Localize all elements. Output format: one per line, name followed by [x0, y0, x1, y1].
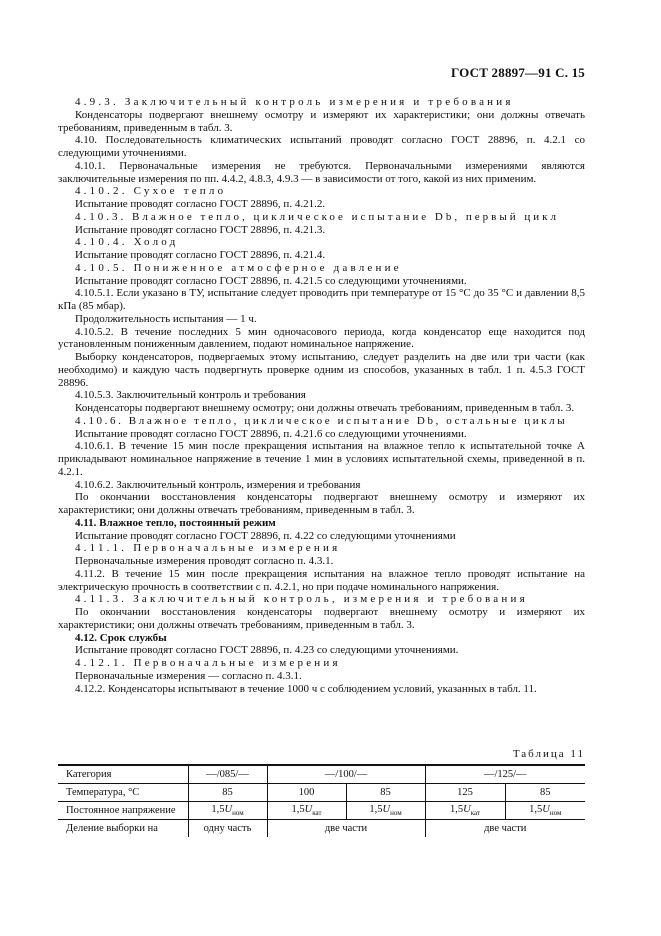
table-row	[58, 820, 585, 838]
paragraph: Первоначальные измерения — согласно п. 4.3.1.	[75, 669, 302, 682]
paragraph: 4.10.1. Первоначальные измерения не требуются. Первоначальными измерениями являются заключительные измерения по пп. 4.4.2, 4.8.3, 4.9.3 — в зависимости от того, какой из них применим.	[58, 159, 585, 185]
voltage-subscript: ном	[390, 809, 402, 818]
voltage-subscript: кат	[312, 809, 322, 818]
table-cell: 125	[425, 784, 505, 802]
table-row	[58, 784, 585, 802]
voltage-symbol: U	[224, 803, 233, 815]
paragraph: Испытание проводят согласно ГОСТ 28896, п. 4.23 со следующими уточнениями.	[75, 644, 459, 657]
paragraph: 4.10. Последовательность климатических испытаний проводят согласно ГОСТ 28896, п. 4.2.1 со следующими уточнениями.	[58, 134, 585, 159]
table-cell	[188, 802, 267, 820]
row-label: Постоянное напряжение	[58, 802, 188, 820]
table-cell: две части	[425, 820, 585, 838]
table-cell: —/100/—	[267, 765, 425, 784]
table-cell: одну часть	[188, 820, 267, 838]
row-label: Категория	[58, 765, 188, 784]
heading-4-10-4: 4.10.4. Холод	[75, 236, 179, 249]
table-cell: 85	[505, 784, 585, 802]
heading-4-12-1: 4.12.1. Первоначальные измерения	[75, 657, 341, 669]
table-cell	[346, 802, 425, 820]
row-label: Температура, °С	[58, 784, 188, 802]
body-text	[58, 96, 585, 695]
table-row	[58, 802, 585, 820]
voltage-symbol: U	[382, 803, 391, 815]
paragraph: Выборку конденсаторов, подвергаемых этому испытанию, следует разделить на две или три части (как необходимо) и каждую часть подвергнуть проверке одним из способов, указанных в табл. 1 п. 4.5.3 ГОСТ 28896.	[58, 351, 585, 389]
paragraph: Конденсаторы подвергают внешнему осмотру; они должны отвечать требованиям, приведенным в табл. 3.	[75, 402, 575, 414]
heading-4-10-6: 4.10.6. Влажное тепло, циклическое испытание Db, остальные циклы	[75, 414, 568, 427]
voltage-coef: 1,5	[529, 803, 543, 815]
paragraph: 4.10.5.1. Если указано в ТУ, испытание следует проводить при температуре от 15 °С до 35 °С и давлении 8,5 кПа (85 мбар).	[58, 287, 585, 312]
paragraph: Испытание проводят согласно ГОСТ 28896, п. 4.21.5 со следующими уточнениями.	[75, 274, 467, 287]
paragraph: По окончании восстановления конденсаторы подвергают внешнему осмотру и измеряют их характеристики; они должны отвечать требованиям, приведенным в табл. 3.	[58, 606, 585, 631]
paragraph: Испытание проводят согласно ГОСТ 28896, п. 4.21.3.	[75, 223, 326, 236]
voltage-subscript: ном	[549, 809, 562, 818]
paragraph: 4.10.6.1. В течение 15 мин после прекращения испытания на влажное тепло к испытательной точке А прикладывают номинальное напряжение в течение 1 мин в условиях испытательной схемы, приведенной в п. 4.2.1.	[58, 440, 585, 478]
heading-4-10-5: 4.10.5. Пониженное атмосферное давление	[75, 261, 402, 274]
table-cell: две части	[267, 820, 425, 838]
paragraph: 4.12.2. Конденсаторы испытывают в течение 1000 ч с соблюдением условий, указанных в табл. 11.	[75, 682, 537, 695]
paragraph: Конденсаторы подвергают внешнему осмотру и измеряют их характеристики; они должны отвечать требованиям, приведенным в табл. 3.	[58, 108, 585, 134]
paragraph: По окончании восстановления конденсаторы подвергают внешнему осмотру и измеряют их характеристики; они должны отвечать требованиям, приведенным в табл. 3.	[58, 491, 585, 516]
paragraph: 4.10.5.3. Заключительный контроль и требования	[75, 389, 306, 402]
heading-4-11-1: 4.11.1. Первоначальные измерения	[75, 542, 341, 555]
table-cell: 85	[188, 784, 267, 802]
heading-4-11-3: 4.11.3. Заключительный контроль, измерения и требования	[75, 593, 528, 606]
voltage-coef: 1,5	[291, 803, 305, 815]
table-cell	[267, 802, 346, 820]
heading-4-12: 4.12. Срок службы	[75, 631, 167, 644]
table-row	[58, 765, 585, 784]
voltage-symbol: U	[463, 803, 471, 815]
table-cell: —/125/—	[425, 765, 585, 784]
heading-4-10-2: 4.10.2. Сухое тепло	[75, 185, 227, 198]
row-label: Деление выборки на	[58, 820, 188, 838]
heading-4-11: 4.11. Влажное тепло, постоянный режим	[75, 516, 276, 529]
table-cell: 100	[267, 784, 346, 802]
table-cell: —/085/—	[188, 765, 267, 784]
voltage-symbol: U	[304, 803, 313, 815]
table-cell: 85	[346, 784, 425, 802]
page-header: ГОСТ 28897—91 С. 15	[451, 65, 585, 80]
paragraph: Испытание проводят согласно ГОСТ 28896, п. 4.22 со следующими уточнениями	[75, 529, 456, 542]
paragraph: Испытание проводят согласно ГОСТ 28896, п. 4.21.2.	[75, 198, 326, 210]
paragraph: Продолжительность испытания — 1 ч.	[75, 312, 257, 325]
paragraph: Испытание проводят согласно ГОСТ 28896, п. 4.21.6 со следующими уточнениями.	[75, 427, 467, 440]
voltage-coef: 1,5	[450, 803, 464, 815]
voltage-subscript: кат	[470, 809, 480, 818]
table-cell	[425, 802, 505, 820]
table-caption: Таблица 11	[512, 748, 585, 760]
paragraph: 4.11.2. В течение 15 мин после прекращения испытания на влажное тепло проводят испытание на электрическую прочность в соответствии с п. 4.2.1, но при подаче номинального напряжения.	[58, 567, 585, 593]
voltage-symbol: U	[542, 803, 550, 815]
voltage-coef: 1,5	[211, 803, 225, 815]
table-11	[58, 764, 585, 837]
heading-4-10-3: 4.10.3. Влажное тепло, циклическое испытание Db, первый цикл	[75, 210, 559, 223]
voltage-subscript: ном	[232, 809, 244, 818]
paragraph: Испытание проводят согласно ГОСТ 28896, п. 4.21.4.	[75, 249, 326, 261]
paragraph: 4.10.6.2. Заключительный контроль, измерения и требования	[75, 478, 361, 491]
voltage-coef: 1,5	[369, 803, 383, 815]
heading-4-9-3: 4.9.3. Заключительный контроль измерения и требования	[75, 96, 514, 108]
paragraph: 4.10.5.2. В течение последних 5 мин одночасового периода, когда конденсатор еще находится под установленным пониженным давлением, подают номинальное напряжение.	[58, 325, 585, 351]
paragraph: Первоначальные измерения проводят согласно п. 4.3.1.	[75, 555, 334, 567]
table-cell	[505, 802, 585, 820]
